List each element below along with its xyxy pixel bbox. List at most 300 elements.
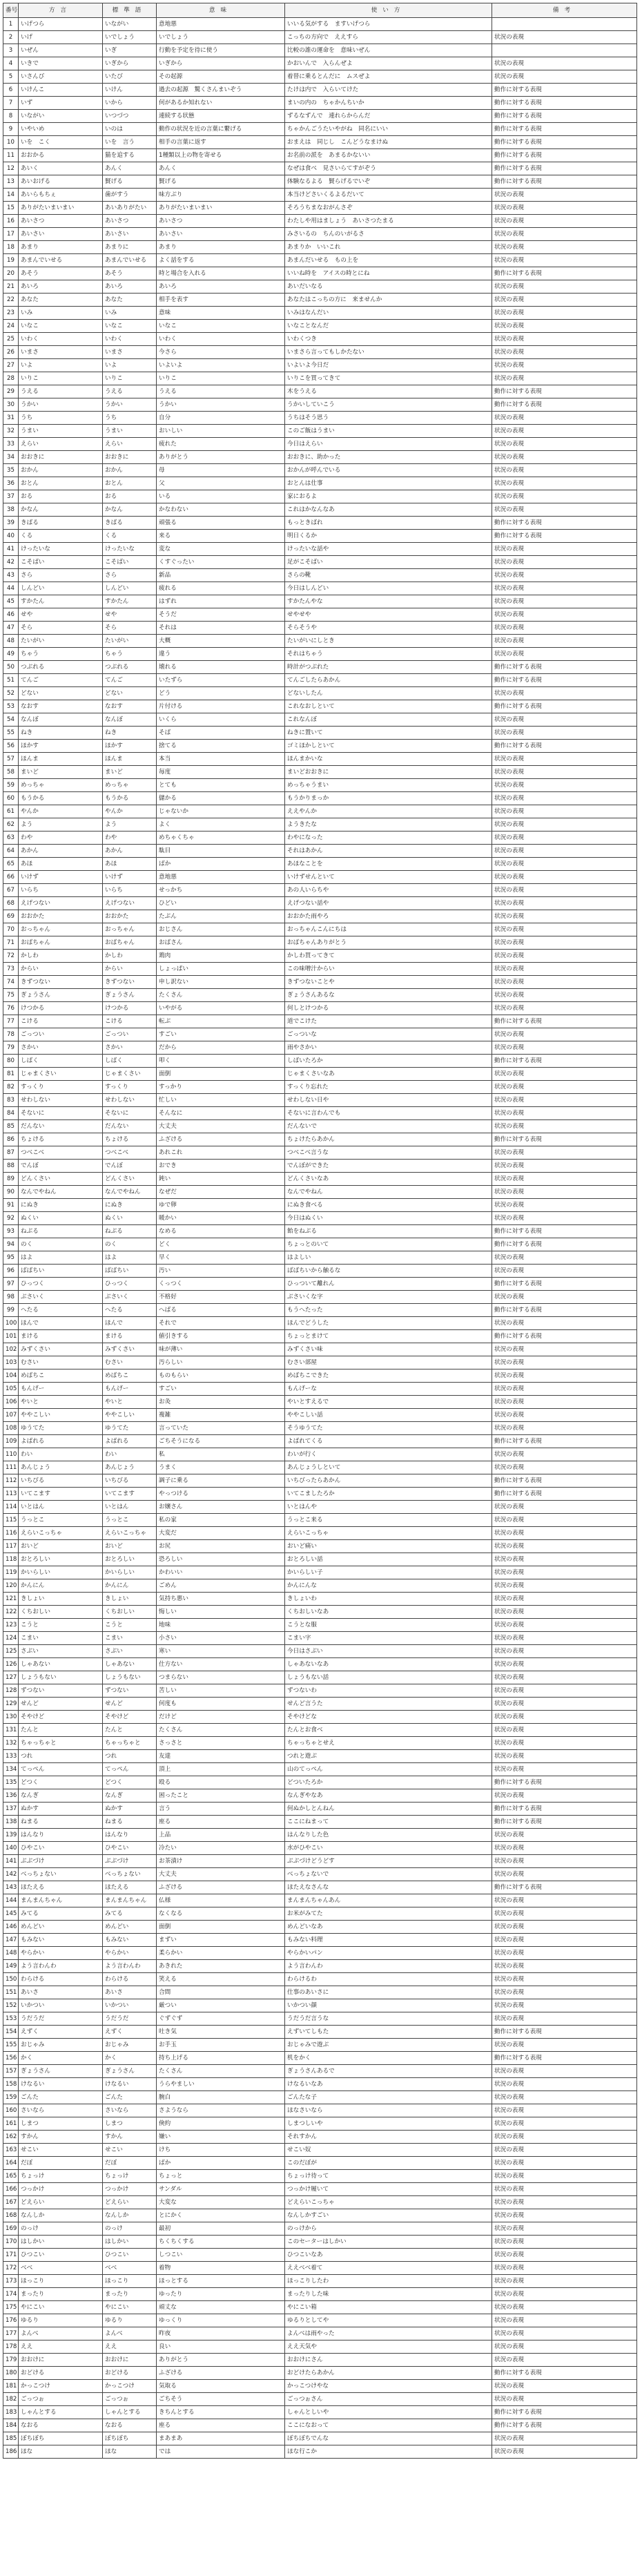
table-row <box>3 1684 637 1698</box>
standard-cell: よう言わんわ <box>103 1960 157 1973</box>
dialect-cell: くちおしい <box>19 1606 103 1619</box>
standard-cell: しゃあない <box>103 1658 157 1671</box>
table-row <box>3 1816 637 1829</box>
standard-cell: ほんで <box>103 1317 157 1330</box>
usage-cell: ずるなずんで 連れらからんだ <box>285 110 492 123</box>
meaning-cell: 鶏肉 <box>157 950 285 963</box>
dialect-cell: よんべ <box>19 2327 103 2340</box>
usage-cell: それすかん <box>285 2131 492 2144</box>
table-row <box>3 1501 637 1514</box>
meaning-cell: うらやましい <box>157 2078 285 2091</box>
usage-cell: てんごしたらあかん <box>285 674 492 687</box>
usage-cell: こうとな服 <box>285 1619 492 1632</box>
standard-cell: いを 言う <box>103 136 157 149</box>
dialect-cell: こまい <box>19 1632 103 1645</box>
usage-cell: ゴミほかしといて <box>285 740 492 753</box>
standard-cell: もみない <box>103 1934 157 1947</box>
dialect-cell: かなん <box>19 503 103 517</box>
remarks-cell: 状況の表現 <box>492 490 637 503</box>
standard-cell: かんにん <box>103 1579 157 1593</box>
standard-cell: しゃんとする <box>103 2406 157 2419</box>
usage-cell: いまさら言ってもしかたない <box>285 346 492 359</box>
standard-cell: すかん <box>103 2131 157 2144</box>
standard-cell: ずつない <box>103 1684 157 1698</box>
usage-cell: おばちゃんありがとう <box>285 936 492 950</box>
row-number: 87 <box>3 1146 19 1160</box>
row-number: 117 <box>3 1540 19 1553</box>
meaning-cell: 毎度 <box>157 766 285 779</box>
table-row <box>3 1133 637 1146</box>
meaning-cell: 申し訳ない <box>157 976 285 989</box>
meaning-cell: 吐き気 <box>157 2026 285 2039</box>
dialect-cell: いなこ <box>19 320 103 333</box>
table-row <box>3 556 637 569</box>
row-number: 92 <box>3 1212 19 1225</box>
table-row <box>3 503 637 517</box>
remarks-cell: 動作に対する表現 <box>492 1055 637 1068</box>
row-number: 1 <box>3 18 19 31</box>
usage-cell: はよしい <box>285 1251 492 1265</box>
standard-cell: そやけど <box>103 1711 157 1724</box>
remarks-cell: 状況の表現 <box>492 333 637 346</box>
table-row <box>3 950 637 963</box>
meaning-cell: 大変だ <box>157 1527 285 1540</box>
standard-cell: いらち <box>103 884 157 897</box>
table-row <box>3 2196 637 2209</box>
standard-cell: たいがい <box>103 635 157 648</box>
dialect-cell: さかい <box>19 1041 103 1055</box>
standard-cell: おじゃみ <box>103 2039 157 2052</box>
usage-cell: けなるいなあ <box>285 2078 492 2091</box>
usage-cell: 雨やさかい <box>285 1041 492 1055</box>
standard-cell: かっこつけ <box>103 2380 157 2393</box>
table-row <box>3 884 637 897</box>
remarks-cell: 状況の表現 <box>492 215 637 228</box>
table-row <box>3 1015 637 1028</box>
dialect-cell: よう <box>19 818 103 832</box>
usage-cell: しまつしいや <box>285 2117 492 2131</box>
dialect-cell: たんと <box>19 1724 103 1737</box>
dialect-cell: ずつない <box>19 1684 103 1698</box>
row-number: 160 <box>3 2104 19 2117</box>
dialect-cell: いかつい <box>19 1999 103 2012</box>
meaning-cell: ぐずぐず <box>157 2012 285 2026</box>
remarks-cell: 状況の表現 <box>492 569 637 582</box>
row-number: 146 <box>3 1921 19 1934</box>
table-row <box>3 1422 637 1435</box>
dialect-cell: いてこます <box>19 1488 103 1501</box>
meaning-cell: 殴る <box>157 1776 285 1789</box>
remarks-cell: 状況の表現 <box>492 1698 637 1711</box>
dialect-cell: けったいな <box>19 543 103 556</box>
meaning-cell: ちょっと <box>157 2170 285 2183</box>
remarks-cell: 動作に対する表現 <box>492 123 637 136</box>
standard-cell: しばく <box>103 1055 157 1068</box>
row-number: 124 <box>3 1632 19 1645</box>
table-row <box>3 1461 637 1474</box>
standard-cell: きばる <box>103 517 157 530</box>
table-row <box>3 2209 637 2222</box>
row-number: 84 <box>3 1107 19 1120</box>
remarks-cell: 状況の表現 <box>492 753 637 766</box>
usage-cell: つべこべ言うな <box>285 1146 492 1160</box>
standard-cell: いとはん <box>103 1501 157 1514</box>
dialect-cell: ほな <box>19 2445 103 2459</box>
meaning-cell: ものもらい <box>157 1369 285 1383</box>
table-row <box>3 779 637 792</box>
table-row <box>3 845 637 858</box>
dialect-cell: さら <box>19 569 103 582</box>
meaning-cell: くっつく <box>157 1278 285 1291</box>
table-row <box>3 477 637 490</box>
dialect-cell: いまさ <box>19 346 103 359</box>
usage-cell: それはちゃう <box>285 648 492 661</box>
dialect-cell: やんか <box>19 805 103 818</box>
remarks-cell: 動作に対する表現 <box>492 267 637 280</box>
row-number: 5 <box>3 70 19 84</box>
row-number: 119 <box>3 1566 19 1579</box>
table-row <box>3 595 637 608</box>
meaning-cell: 面倒 <box>157 1068 285 1081</box>
dialect-cell: ゆるり <box>19 2314 103 2327</box>
remarks-cell: 動作に対する表現 <box>492 1304 637 1317</box>
remarks-cell: 状況の表現 <box>492 1606 637 1619</box>
dialect-cell: あいおげる <box>19 175 103 189</box>
meaning-cell: 小さい <box>157 1632 285 1645</box>
remarks-cell: 状況の表現 <box>492 1527 637 1540</box>
usage-cell: じゃまくさいなあ <box>285 1068 492 1081</box>
usage-cell: おどけたらあかん <box>285 2367 492 2380</box>
remarks-cell: 状況の表現 <box>492 1632 637 1645</box>
remarks-cell: 状況の表現 <box>492 1868 637 1881</box>
usage-cell: はんなりした色 <box>285 1829 492 1842</box>
remarks-cell: 状況の表現 <box>492 1593 637 1606</box>
meaning-cell: おでき <box>157 1160 285 1173</box>
usage-cell: でんぼができた <box>285 1160 492 1173</box>
dialect-cell: やらかい <box>19 1947 103 1960</box>
usage-cell: うかいしていこう <box>285 398 492 412</box>
meaning-cell: たくさん <box>157 989 285 1002</box>
row-number: 104 <box>3 1369 19 1383</box>
remarks-cell: 動作に対する表現 <box>492 2419 637 2432</box>
table-row <box>3 320 637 333</box>
table-row <box>3 1960 637 1973</box>
row-number: 73 <box>3 963 19 976</box>
dialect-cell: へたる <box>19 1304 103 1317</box>
standard-cell: あいさい <box>103 228 157 241</box>
row-number: 162 <box>3 2131 19 2144</box>
usage-cell: あまりか いいこれ <box>285 241 492 254</box>
standard-cell: だんない <box>103 1120 157 1133</box>
usage-cell: おじゃみで遊ぶ <box>285 2039 492 2052</box>
meaning-cell: すごい <box>157 1028 285 1041</box>
standard-cell: べべ <box>103 2262 157 2275</box>
remarks-cell: 状況の表現 <box>492 2327 637 2340</box>
row-number: 138 <box>3 1816 19 1829</box>
row-number: 169 <box>3 2222 19 2236</box>
table-row <box>3 70 637 84</box>
usage-cell: にぬき食べる <box>285 1199 492 1212</box>
dialect-cell: ややこしい <box>19 1409 103 1422</box>
row-number: 179 <box>3 2354 19 2367</box>
usage-cell: これはかなんなあ <box>285 503 492 517</box>
remarks-cell: 状況の表現 <box>492 1068 637 1081</box>
standard-cell: さいなら <box>103 2104 157 2117</box>
usage-cell: よんべは雨やった <box>285 2327 492 2340</box>
usage-cell: 今日はしんどい <box>285 582 492 595</box>
remarks-cell: 状況の表現 <box>492 818 637 832</box>
standard-cell: つっかけ <box>103 2183 157 2196</box>
usage-cell: そらそうや <box>285 622 492 635</box>
remarks-cell: 状況の表現 <box>492 1789 637 1803</box>
standard-cell: さぶい <box>103 1645 157 1658</box>
table-row <box>3 1160 637 1173</box>
remarks-cell: 状況の表現 <box>492 950 637 963</box>
row-number: 184 <box>3 2419 19 2432</box>
remarks-cell: 状況の表現 <box>492 1422 637 1435</box>
dialect-cell: あんじょう <box>19 1461 103 1474</box>
dialect-cell: ありがたいまいまい <box>19 202 103 215</box>
usage-cell: うだうだ言うな <box>285 2012 492 2026</box>
meaning-cell: 着物 <box>157 2262 285 2275</box>
table-row <box>3 1947 637 1960</box>
table-row <box>3 543 637 556</box>
header-remarks: 備考 <box>492 3 637 18</box>
meaning-cell: さようなら <box>157 2104 285 2117</box>
dialect-cell: もんげー <box>19 1383 103 1396</box>
remarks-cell: 状況の表現 <box>492 280 637 294</box>
dialect-cell: ぼちぼち <box>19 2432 103 2445</box>
usage-cell: おとろしい話 <box>285 1553 492 1566</box>
row-number: 21 <box>3 280 19 294</box>
row-number: 150 <box>3 1973 19 1986</box>
remarks-cell: 状況の表現 <box>492 713 637 727</box>
meaning-cell: たくさん <box>157 2065 285 2078</box>
row-number: 116 <box>3 1527 19 1540</box>
remarks-cell: 状況の表現 <box>492 635 637 648</box>
row-number: 31 <box>3 412 19 425</box>
standard-cell: のっけ <box>103 2222 157 2236</box>
dialect-table <box>3 3 637 2459</box>
table-row <box>3 1658 637 1671</box>
dialect-cell: えらいこっちゃ <box>19 1527 103 1540</box>
remarks-cell: 動作に対する表現 <box>492 1133 637 1146</box>
dialect-cell: きしょい <box>19 1593 103 1606</box>
meaning-cell: きちんとする <box>157 2406 285 2419</box>
usage-cell: 何しとけつかる <box>285 1002 492 1015</box>
remarks-cell: 状況の表現 <box>492 1343 637 1356</box>
standard-cell: あまりに <box>103 241 157 254</box>
remarks-cell: 状況の表現 <box>492 1999 637 2012</box>
standard-cell: ぶさいく <box>103 1291 157 1304</box>
dialect-cell: しまつ <box>19 2117 103 2131</box>
row-number: 91 <box>3 1199 19 1212</box>
remarks-cell: 状況の表現 <box>492 2445 637 2459</box>
usage-cell: めっちゃうまい <box>285 779 492 792</box>
usage-cell: 今日はぬくい <box>285 1212 492 1225</box>
table-row <box>3 2314 637 2327</box>
meaning-cell: お灸 <box>157 1396 285 1409</box>
row-number: 129 <box>3 1698 19 1711</box>
remarks-cell: 状況の表現 <box>492 871 637 884</box>
usage-cell: つっかけ履いて <box>285 2183 492 2196</box>
usage-cell: えずいてしもた <box>285 2026 492 2039</box>
dialect-cell: ひっつく <box>19 1278 103 1291</box>
dialect-cell: いやいめ <box>19 123 103 136</box>
standard-cell: うかい <box>103 398 157 412</box>
meaning-cell: 忙しい <box>157 1094 285 1107</box>
dialect-cell: せや <box>19 608 103 622</box>
table-row <box>3 1094 637 1107</box>
row-number: 171 <box>3 2249 19 2262</box>
table-row <box>3 2183 637 2196</box>
remarks-cell: 状況の表現 <box>492 976 637 989</box>
usage-cell: そないに言わんでも <box>285 1107 492 1120</box>
meaning-cell: いりこ <box>157 372 285 385</box>
usage-cell: かんにんな <box>285 1579 492 1593</box>
dialect-cell: ねき <box>19 727 103 740</box>
remarks-cell: 状況の表現 <box>492 2078 637 2091</box>
usage-cell: ぎょうさんあるで <box>285 2065 492 2078</box>
meaning-cell: 疲れた <box>157 438 285 451</box>
usage-cell: 机をかく <box>285 2052 492 2065</box>
table-row <box>3 1842 637 1855</box>
meaning-cell: まあまあ <box>157 2432 285 2445</box>
standard-cell: おどける <box>103 2367 157 2380</box>
table-row <box>3 307 637 320</box>
remarks-cell: 状況の表現 <box>492 648 637 661</box>
remarks-cell: 状況の表現 <box>492 845 637 858</box>
usage-cell: えらいこっちゃ <box>285 1527 492 1540</box>
remarks-cell: 状況の表現 <box>492 792 637 805</box>
meaning-cell: 良い <box>157 2340 285 2354</box>
meaning-cell: 大変な <box>157 2196 285 2209</box>
dialect-cell: おおきに <box>19 451 103 464</box>
meaning-cell: 頑張る <box>157 517 285 530</box>
table-row <box>3 1291 637 1304</box>
usage-cell: いけずせんといて <box>285 871 492 884</box>
usage-cell: そうゆうてた <box>285 1422 492 1435</box>
standard-cell: みてる <box>103 1907 157 1921</box>
meaning-cell: 仏様 <box>157 1894 285 1907</box>
row-number: 143 <box>3 1881 19 1894</box>
dialect-cell: けつかる <box>19 1002 103 1015</box>
usage-cell: そろうちまなおがんさぞ <box>285 202 492 215</box>
meaning-cell: 柔らかい <box>157 1947 285 1960</box>
meaning-cell: いでしょう <box>157 31 285 44</box>
remarks-cell: 状況の表現 <box>492 1566 637 1579</box>
usage-cell: どついたろか <box>285 1776 492 1789</box>
dialect-cell: べべ <box>19 2262 103 2275</box>
meaning-cell: いぎから <box>157 57 285 70</box>
meaning-cell: だけど <box>157 1711 285 1724</box>
table-row <box>3 1579 637 1593</box>
row-number: 19 <box>3 254 19 267</box>
dialect-cell: ぶさいく <box>19 1291 103 1304</box>
standard-cell: あなた <box>103 294 157 307</box>
table-row <box>3 57 637 70</box>
table-row <box>3 1698 637 1711</box>
dialect-cell: てんご <box>19 674 103 687</box>
remarks-cell <box>492 44 637 57</box>
table-row <box>3 31 637 44</box>
dialect-cell: おおかた <box>19 910 103 923</box>
dialect-cell: けなるい <box>19 2078 103 2091</box>
remarks-cell: 状況の表現 <box>492 1265 637 1278</box>
row-number: 126 <box>3 1658 19 1671</box>
row-number: 18 <box>3 241 19 254</box>
dialect-cell: わや <box>19 832 103 845</box>
standard-cell: ひやこい <box>103 1842 157 1855</box>
row-number: 6 <box>3 84 19 97</box>
usage-cell: きずつないことや <box>285 976 492 989</box>
remarks-cell: 状況の表現 <box>492 1907 637 1921</box>
row-number: 109 <box>3 1435 19 1448</box>
usage-cell: 何ぬかしとんねん <box>285 1803 492 1816</box>
usage-cell: いちびったらあかん <box>285 1474 492 1488</box>
meaning-cell: ありがとう <box>157 451 285 464</box>
meaning-cell: いる <box>157 490 285 503</box>
standard-cell: いりこ <box>103 372 157 385</box>
row-number: 58 <box>3 766 19 779</box>
table-row <box>3 1041 637 1055</box>
row-number: 10 <box>3 136 19 149</box>
remarks-cell: 状況の表現 <box>492 1579 637 1593</box>
standard-cell: ごんた <box>103 2091 157 2104</box>
meaning-cell: なくなる <box>157 1907 285 1921</box>
usage-cell: いてこましたろか <box>285 1488 492 1501</box>
row-number: 185 <box>3 2432 19 2445</box>
meaning-cell: 意味 <box>157 307 285 320</box>
dialect-cell: ひつこい <box>19 2249 103 2262</box>
dialect-cell: うっとこ <box>19 1514 103 1527</box>
meaning-cell: おじさん <box>157 923 285 936</box>
meaning-cell: サンダル <box>157 2183 285 2196</box>
dialect-cell: うだうだ <box>19 2012 103 2026</box>
row-number: 158 <box>3 2078 19 2091</box>
meaning-cell: 悔しい <box>157 1606 285 1619</box>
remarks-cell: 動作に対する表現 <box>492 700 637 713</box>
dialect-cell: よう言わんわ <box>19 1960 103 1973</box>
remarks-cell: 状況の表現 <box>492 1081 637 1094</box>
dialect-cell: あいらもちぇ <box>19 189 103 202</box>
meaning-cell: たくさん <box>157 1724 285 1737</box>
standard-cell: ちゃう <box>103 648 157 661</box>
dialect-cell: いげ <box>19 31 103 44</box>
standard-cell: けなるい <box>103 2078 157 2091</box>
remarks-cell: 動作に対する表現 <box>492 136 637 149</box>
usage-cell: どないしたん <box>285 687 492 700</box>
dialect-cell: よばれる <box>19 1435 103 1448</box>
dialect-cell: すかたん <box>19 595 103 608</box>
remarks-cell: 状況の表現 <box>492 1501 637 1514</box>
dialect-cell: まったり <box>19 2288 103 2301</box>
remarks-cell: 状況の表現 <box>492 1291 637 1304</box>
standard-cell: ほかす <box>103 740 157 753</box>
dialect-cell: あいさい <box>19 228 103 241</box>
usage-cell: 仕事のあいさに <box>285 1986 492 1999</box>
standard-cell: やんか <box>103 805 157 818</box>
table-row <box>3 2091 637 2104</box>
row-number: 27 <box>3 359 19 372</box>
row-number: 166 <box>3 2183 19 2196</box>
row-number: 34 <box>3 451 19 464</box>
usage-cell: ごっつぉさん <box>285 2393 492 2406</box>
standard-cell: こける <box>103 1015 157 1028</box>
dialect-cell: もうかる <box>19 792 103 805</box>
remarks-cell: 状況の表現 <box>492 2236 637 2249</box>
table-row <box>3 2078 637 2091</box>
